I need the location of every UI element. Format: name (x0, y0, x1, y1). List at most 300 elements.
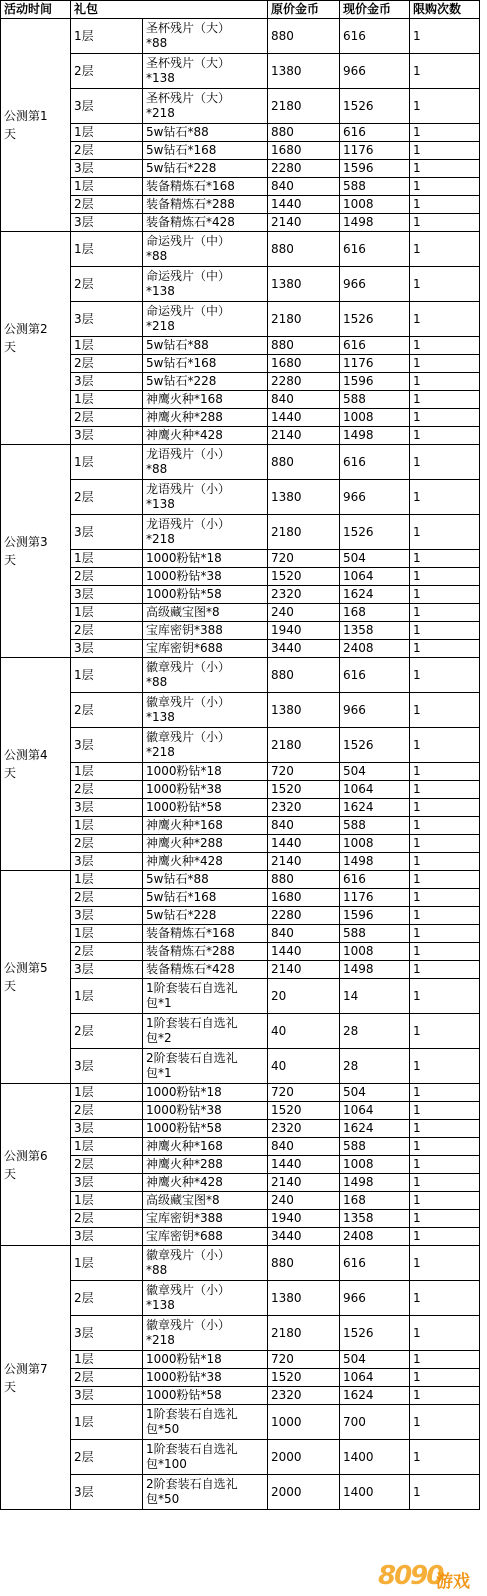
table-row (1, 1351, 480, 1369)
table-row (1, 1405, 480, 1440)
tier-cell: 1层 (71, 1084, 143, 1102)
original-price-cell: 1940 (268, 1210, 340, 1228)
tier-cell: 2层 (71, 622, 143, 640)
table-row (1, 232, 480, 267)
tier-cell: 3层 (71, 160, 143, 178)
table-row (1, 373, 480, 391)
limit-cell: 1 (410, 1192, 480, 1210)
original-price-cell: 2140 (268, 1174, 340, 1192)
limit-cell: 1 (410, 124, 480, 142)
limit-cell: 1 (410, 1174, 480, 1192)
original-price-cell: 1520 (268, 568, 340, 586)
table-row (1, 1120, 480, 1138)
limit-cell: 1 (410, 302, 480, 337)
table-row (1, 1156, 480, 1174)
table-row (1, 142, 480, 160)
header-row (1, 1, 480, 19)
table-row (1, 391, 480, 409)
pack-cell: 徽章残片（小） *88 (143, 1246, 268, 1281)
current-price-cell: 616 (340, 124, 410, 142)
table-row (1, 1174, 480, 1192)
limit-cell: 1 (410, 799, 480, 817)
current-price-cell: 1498 (340, 427, 410, 445)
limit-cell: 1 (410, 142, 480, 160)
original-price-cell: 240 (268, 604, 340, 622)
current-price-cell: 588 (340, 1138, 410, 1156)
original-price-cell: 880 (268, 1246, 340, 1281)
limit-cell: 1 (410, 1281, 480, 1316)
pack-cell: 5w钻石*88 (143, 871, 268, 889)
current-price-cell: 1624 (340, 1120, 410, 1138)
original-price-cell: 1440 (268, 835, 340, 853)
day-cell: 公测第1 天 (1, 19, 71, 232)
table-row (1, 693, 480, 728)
current-price-cell: 1064 (340, 1102, 410, 1120)
limit-cell: 1 (410, 693, 480, 728)
tier-cell: 1层 (71, 124, 143, 142)
current-price-cell: 1624 (340, 1387, 410, 1405)
table-row (1, 799, 480, 817)
tier-cell: 1层 (71, 445, 143, 480)
original-price-cell: 880 (268, 658, 340, 693)
watermark-logo-number: 8090 (378, 1561, 443, 1591)
limit-cell: 1 (410, 1246, 480, 1281)
table-row (1, 640, 480, 658)
tier-cell: 3层 (71, 373, 143, 391)
pack-cell: 龙语残片（小） *138 (143, 480, 268, 515)
pack-cell: 5w钻石*88 (143, 124, 268, 142)
original-price-cell: 2000 (268, 1440, 340, 1475)
table-row (1, 1049, 480, 1084)
table-row (1, 586, 480, 604)
table-row (1, 871, 480, 889)
original-price-cell: 1680 (268, 142, 340, 160)
tier-cell: 3层 (71, 799, 143, 817)
current-price-cell: 1498 (340, 214, 410, 232)
tier-cell: 2层 (71, 196, 143, 214)
original-price-cell: 2180 (268, 302, 340, 337)
table-row (1, 728, 480, 763)
original-price-cell: 840 (268, 178, 340, 196)
original-price-cell: 2180 (268, 89, 340, 124)
current-price-cell: 588 (340, 391, 410, 409)
current-price-cell: 28 (340, 1014, 410, 1049)
limit-cell: 1 (410, 1351, 480, 1369)
limit-cell: 1 (410, 515, 480, 550)
tier-cell: 2层 (71, 480, 143, 515)
col-header-purchase-limit: 限购次数 (410, 1, 480, 19)
table-row (1, 889, 480, 907)
table-row (1, 445, 480, 480)
pack-cell: 神鹰火种*168 (143, 1138, 268, 1156)
current-price-cell: 616 (340, 19, 410, 54)
table-row (1, 658, 480, 693)
limit-cell: 1 (410, 871, 480, 889)
pack-cell: 神鹰火种*168 (143, 391, 268, 409)
tier-cell: 3层 (71, 1228, 143, 1246)
table-row (1, 1192, 480, 1210)
current-price-cell: 2408 (340, 1228, 410, 1246)
current-price-cell: 616 (340, 232, 410, 267)
limit-cell: 1 (410, 817, 480, 835)
pack-cell: 装备精炼石*288 (143, 196, 268, 214)
current-price-cell: 1400 (340, 1475, 410, 1510)
table-row (1, 835, 480, 853)
table-row (1, 1084, 480, 1102)
original-price-cell: 1440 (268, 1156, 340, 1174)
pack-cell: 徽章残片（小） *218 (143, 1316, 268, 1351)
day-cell: 公测第2 天 (1, 232, 71, 445)
tier-cell: 2层 (71, 1369, 143, 1387)
limit-cell: 1 (410, 979, 480, 1014)
table-row (1, 19, 480, 54)
tier-cell: 1层 (71, 391, 143, 409)
table-row (1, 480, 480, 515)
original-price-cell: 2000 (268, 1475, 340, 1510)
pack-cell: 命运残片（中） *218 (143, 302, 268, 337)
current-price-cell: 1498 (340, 961, 410, 979)
current-price-cell: 1526 (340, 728, 410, 763)
limit-cell: 1 (410, 178, 480, 196)
current-price-cell: 1526 (340, 302, 410, 337)
limit-cell: 1 (410, 763, 480, 781)
tier-cell: 1层 (71, 1138, 143, 1156)
site-watermark (378, 1555, 487, 1595)
current-price-cell: 1624 (340, 799, 410, 817)
tier-cell: 2层 (71, 835, 143, 853)
pack-cell: 命运残片（中） *138 (143, 267, 268, 302)
original-price-cell: 2320 (268, 586, 340, 604)
table-row (1, 1210, 480, 1228)
table-row (1, 622, 480, 640)
original-price-cell: 840 (268, 391, 340, 409)
tier-cell: 2层 (71, 568, 143, 586)
current-price-cell: 1596 (340, 160, 410, 178)
limit-cell: 1 (410, 622, 480, 640)
table-row (1, 961, 480, 979)
tier-cell: 2层 (71, 889, 143, 907)
col-header-original-price: 原价金币 (268, 1, 340, 19)
tier-cell: 3层 (71, 89, 143, 124)
table-row (1, 763, 480, 781)
tier-cell: 1层 (71, 658, 143, 693)
original-price-cell: 2280 (268, 907, 340, 925)
limit-cell: 1 (410, 907, 480, 925)
current-price-cell: 1176 (340, 355, 410, 373)
pack-cell: 神鹰火种*288 (143, 1156, 268, 1174)
pack-cell: 1000粉钻*58 (143, 799, 268, 817)
current-price-cell: 1358 (340, 1210, 410, 1228)
pack-cell: 圣杯残片（大） *218 (143, 89, 268, 124)
limit-cell: 1 (410, 1316, 480, 1351)
original-price-cell: 1380 (268, 1281, 340, 1316)
limit-cell: 1 (410, 1120, 480, 1138)
original-price-cell: 2320 (268, 1387, 340, 1405)
original-price-cell: 40 (268, 1014, 340, 1049)
pack-cell: 徽章残片（小） *88 (143, 658, 268, 693)
original-price-cell: 1000 (268, 1405, 340, 1440)
original-price-cell: 2140 (268, 961, 340, 979)
pack-cell: 高级藏宝图*8 (143, 604, 268, 622)
table-row (1, 89, 480, 124)
current-price-cell: 2408 (340, 640, 410, 658)
tier-cell: 2层 (71, 693, 143, 728)
pack-cell: 1000粉钻*58 (143, 586, 268, 604)
current-price-cell: 966 (340, 1281, 410, 1316)
original-price-cell: 2320 (268, 1120, 340, 1138)
table-row (1, 1246, 480, 1281)
tier-cell: 3层 (71, 586, 143, 604)
tier-cell: 3层 (71, 302, 143, 337)
limit-cell: 1 (410, 550, 480, 568)
limit-cell: 1 (410, 480, 480, 515)
pack-cell: 5w钻石*88 (143, 337, 268, 355)
current-price-cell: 168 (340, 604, 410, 622)
current-price-cell: 1064 (340, 568, 410, 586)
table-row (1, 1316, 480, 1351)
table-row (1, 1228, 480, 1246)
current-price-cell: 616 (340, 658, 410, 693)
limit-cell: 1 (410, 835, 480, 853)
pack-cell: 神鹰火种*288 (143, 835, 268, 853)
limit-cell: 1 (410, 1387, 480, 1405)
pack-cell: 神鹰火种*428 (143, 853, 268, 871)
limit-cell: 1 (410, 925, 480, 943)
tier-cell: 2层 (71, 1440, 143, 1475)
current-price-cell: 616 (340, 1246, 410, 1281)
pack-cell: 5w钻石*228 (143, 160, 268, 178)
current-price-cell: 1176 (340, 142, 410, 160)
table-row (1, 1138, 480, 1156)
pack-cell: 高级藏宝图*8 (143, 1192, 268, 1210)
tier-cell: 2层 (71, 409, 143, 427)
current-price-cell: 1400 (340, 1440, 410, 1475)
tier-cell: 1层 (71, 1246, 143, 1281)
limit-cell: 1 (410, 728, 480, 763)
current-price-cell: 28 (340, 1049, 410, 1084)
tier-cell: 2层 (71, 1210, 143, 1228)
table-row (1, 267, 480, 302)
current-price-cell: 1526 (340, 1316, 410, 1351)
current-price-cell: 504 (340, 1351, 410, 1369)
day-cell: 公测第5 天 (1, 871, 71, 1084)
current-price-cell: 1526 (340, 89, 410, 124)
limit-cell: 1 (410, 373, 480, 391)
tier-cell: 2层 (71, 142, 143, 160)
table-row (1, 1369, 480, 1387)
limit-cell: 1 (410, 1156, 480, 1174)
original-price-cell: 1380 (268, 693, 340, 728)
tier-cell: 3层 (71, 1049, 143, 1084)
table-row (1, 907, 480, 925)
limit-cell: 1 (410, 267, 480, 302)
original-price-cell: 1520 (268, 781, 340, 799)
limit-cell: 1 (410, 586, 480, 604)
original-price-cell: 880 (268, 19, 340, 54)
tier-cell: 2层 (71, 1014, 143, 1049)
current-price-cell: 588 (340, 178, 410, 196)
pack-cell: 圣杯残片（大） *88 (143, 19, 268, 54)
current-price-cell: 504 (340, 1084, 410, 1102)
limit-cell: 1 (410, 445, 480, 480)
current-price-cell: 168 (340, 1192, 410, 1210)
pack-cell: 5w钻石*228 (143, 373, 268, 391)
original-price-cell: 840 (268, 1138, 340, 1156)
table-row (1, 124, 480, 142)
table-row (1, 1014, 480, 1049)
original-price-cell: 2180 (268, 515, 340, 550)
day-cell: 公测第6 天 (1, 1084, 71, 1246)
watermark-logo-text: 游戏 (436, 1572, 470, 1592)
tier-cell: 2层 (71, 54, 143, 89)
table-row (1, 1475, 480, 1510)
limit-cell: 1 (410, 1369, 480, 1387)
tier-cell: 1层 (71, 763, 143, 781)
pack-cell: 装备精炼石*168 (143, 178, 268, 196)
pack-cell: 1000粉钻*18 (143, 763, 268, 781)
limit-cell: 1 (410, 1440, 480, 1475)
current-price-cell: 616 (340, 871, 410, 889)
pack-cell: 1000粉钻*18 (143, 550, 268, 568)
limit-cell: 1 (410, 337, 480, 355)
limit-cell: 1 (410, 1228, 480, 1246)
table-row (1, 355, 480, 373)
tier-cell: 2层 (71, 355, 143, 373)
tier-cell: 1层 (71, 604, 143, 622)
pack-cell: 5w钻石*228 (143, 907, 268, 925)
tier-cell: 1层 (71, 337, 143, 355)
original-price-cell: 880 (268, 445, 340, 480)
original-price-cell: 40 (268, 1049, 340, 1084)
tier-cell: 1层 (71, 1405, 143, 1440)
limit-cell: 1 (410, 214, 480, 232)
table-row (1, 337, 480, 355)
original-price-cell: 720 (268, 763, 340, 781)
tier-cell: 2层 (71, 943, 143, 961)
tier-cell: 2层 (71, 781, 143, 799)
limit-cell: 1 (410, 1138, 480, 1156)
day-cell: 公测第3 天 (1, 445, 71, 658)
pack-cell: 2阶套装石自选礼 包*50 (143, 1475, 268, 1510)
tier-cell: 3层 (71, 1120, 143, 1138)
original-price-cell: 720 (268, 1084, 340, 1102)
limit-cell: 1 (410, 1210, 480, 1228)
current-price-cell: 616 (340, 445, 410, 480)
pack-cell: 龙语残片（小） *88 (143, 445, 268, 480)
pack-cell: 宝库密钥*388 (143, 1210, 268, 1228)
tier-cell: 2层 (71, 267, 143, 302)
tier-cell: 1层 (71, 1192, 143, 1210)
original-price-cell: 880 (268, 871, 340, 889)
original-price-cell: 3440 (268, 640, 340, 658)
tier-cell: 3层 (71, 640, 143, 658)
pack-cell: 2阶套装石自选礼 包*1 (143, 1049, 268, 1084)
table-row (1, 781, 480, 799)
limit-cell: 1 (410, 196, 480, 214)
original-price-cell: 2320 (268, 799, 340, 817)
pack-cell: 神鹰火种*428 (143, 427, 268, 445)
pack-cell: 神鹰火种*428 (143, 1174, 268, 1192)
pack-cell: 1000粉钻*38 (143, 1102, 268, 1120)
pack-cell: 5w钻石*168 (143, 889, 268, 907)
limit-cell: 1 (410, 355, 480, 373)
table-row (1, 604, 480, 622)
table-row (1, 925, 480, 943)
tier-cell: 3层 (71, 1174, 143, 1192)
tier-cell: 1层 (71, 178, 143, 196)
limit-cell: 1 (410, 943, 480, 961)
tier-cell: 1层 (71, 550, 143, 568)
pack-cell: 宝库密钥*388 (143, 622, 268, 640)
limit-cell: 1 (410, 427, 480, 445)
current-price-cell: 504 (340, 763, 410, 781)
limit-cell: 1 (410, 1084, 480, 1102)
limit-cell: 1 (410, 1405, 480, 1440)
original-price-cell: 2180 (268, 728, 340, 763)
current-price-cell: 1596 (340, 907, 410, 925)
pack-cell: 命运残片（中） *88 (143, 232, 268, 267)
current-price-cell: 1008 (340, 409, 410, 427)
original-price-cell: 2140 (268, 853, 340, 871)
original-price-cell: 1380 (268, 267, 340, 302)
original-price-cell: 1440 (268, 409, 340, 427)
pack-cell: 5w钻石*168 (143, 142, 268, 160)
current-price-cell: 966 (340, 693, 410, 728)
tier-cell: 3层 (71, 1475, 143, 1510)
pack-cell: 1000粉钻*38 (143, 781, 268, 799)
limit-cell: 1 (410, 232, 480, 267)
table-row (1, 515, 480, 550)
pack-cell: 1000粉钻*38 (143, 1369, 268, 1387)
col-header-time: 活动时间 (1, 1, 71, 19)
limit-cell: 1 (410, 391, 480, 409)
limit-cell: 1 (410, 853, 480, 871)
original-price-cell: 2140 (268, 427, 340, 445)
current-price-cell: 966 (340, 480, 410, 515)
pack-cell: 龙语残片（小） *218 (143, 515, 268, 550)
original-price-cell: 1520 (268, 1369, 340, 1387)
tier-cell: 2层 (71, 1281, 143, 1316)
original-price-cell: 1380 (268, 54, 340, 89)
current-price-cell: 1498 (340, 853, 410, 871)
tier-cell: 2层 (71, 1102, 143, 1120)
tier-cell: 3层 (71, 907, 143, 925)
limit-cell: 1 (410, 89, 480, 124)
pack-cell: 5w钻石*168 (143, 355, 268, 373)
pack-cell: 装备精炼石*428 (143, 214, 268, 232)
current-price-cell: 616 (340, 337, 410, 355)
limit-cell: 1 (410, 54, 480, 89)
original-price-cell: 2280 (268, 373, 340, 391)
tier-cell: 1层 (71, 1351, 143, 1369)
pack-cell: 装备精炼石*288 (143, 943, 268, 961)
tier-cell: 3层 (71, 427, 143, 445)
current-price-cell: 1008 (340, 196, 410, 214)
pack-cell: 1000粉钻*18 (143, 1084, 268, 1102)
table-row (1, 979, 480, 1014)
pack-cell: 1000粉钻*18 (143, 1351, 268, 1369)
current-price-cell: 14 (340, 979, 410, 1014)
tier-cell: 3层 (71, 853, 143, 871)
current-price-cell: 1498 (340, 1174, 410, 1192)
original-price-cell: 880 (268, 124, 340, 142)
tier-cell: 1层 (71, 979, 143, 1014)
pack-cell: 徽章残片（小） *218 (143, 728, 268, 763)
tier-cell: 3层 (71, 1316, 143, 1351)
limit-cell: 1 (410, 781, 480, 799)
current-price-cell: 504 (340, 550, 410, 568)
original-price-cell: 3440 (268, 1228, 340, 1246)
